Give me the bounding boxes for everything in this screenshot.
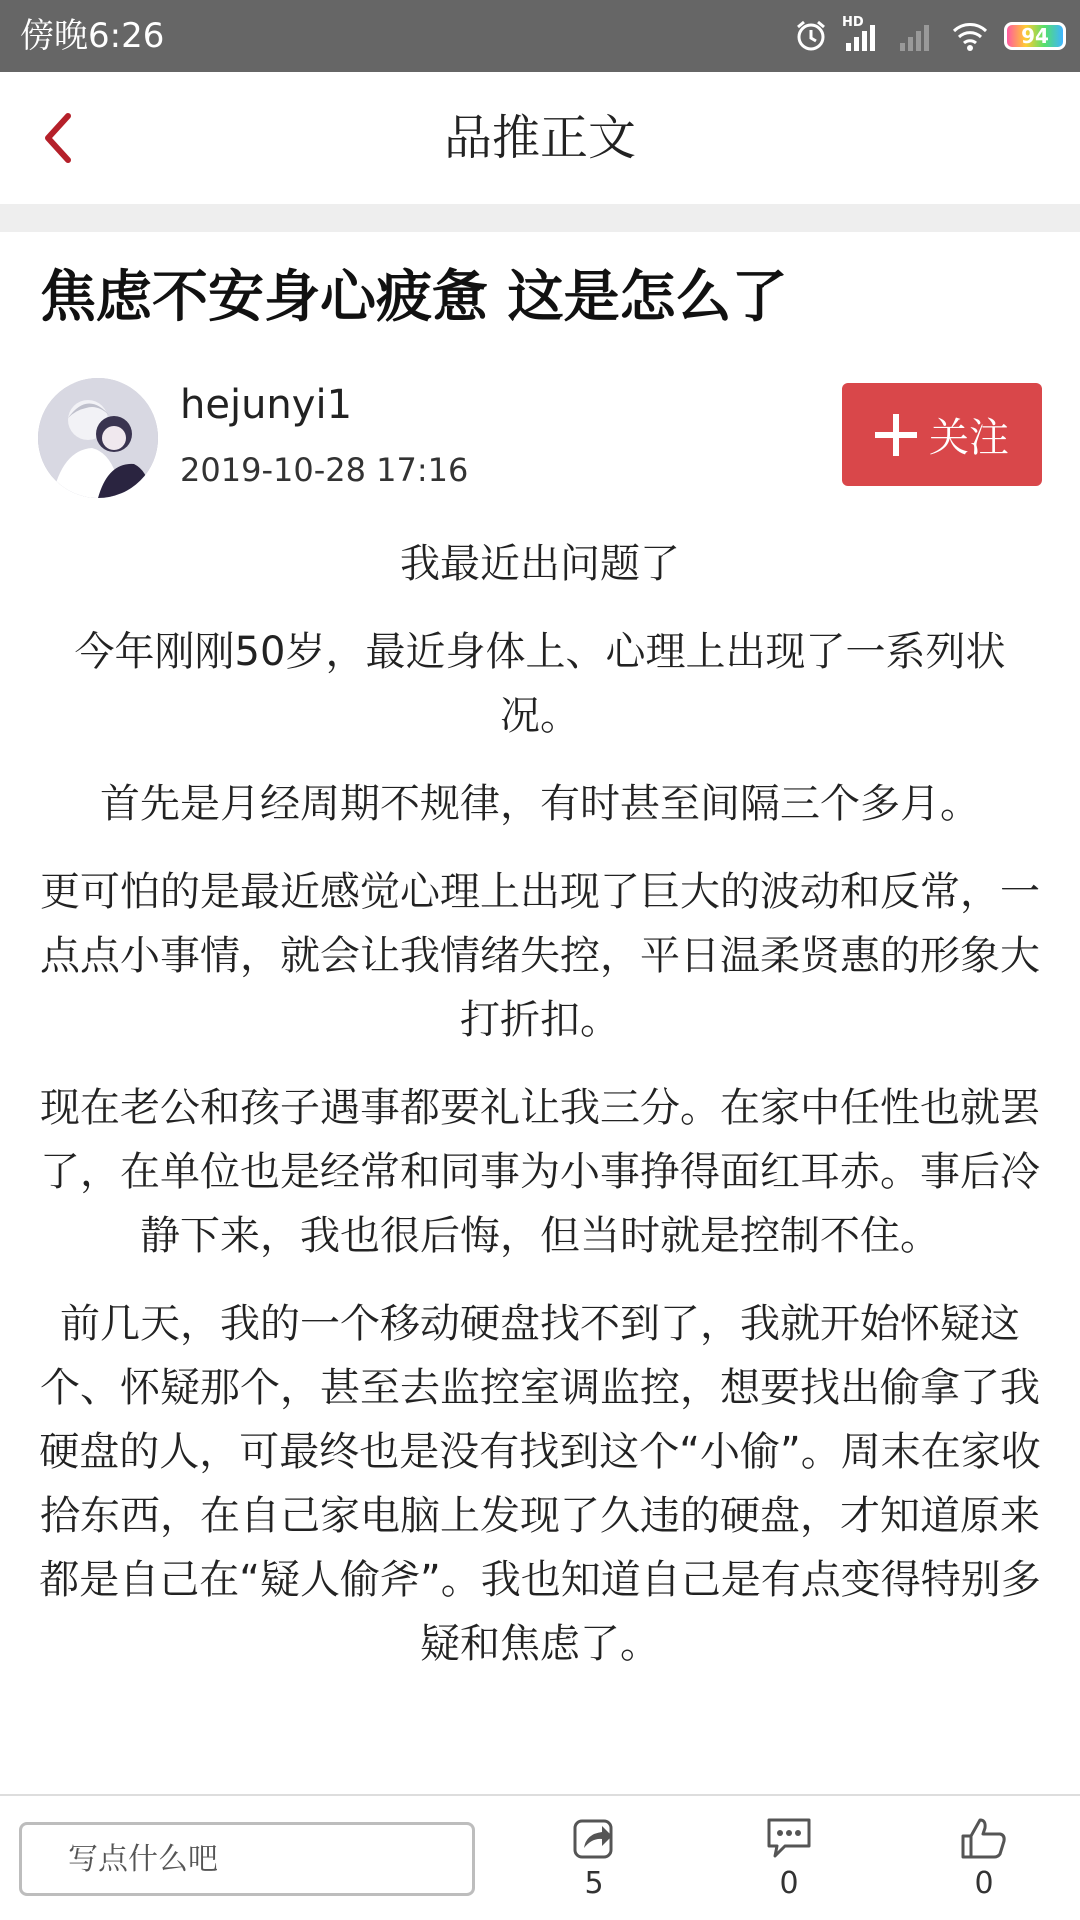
article-title: 焦虑不安身心疲惫 这是怎么了: [40, 265, 788, 330]
comment-input[interactable]: [19, 1822, 475, 1896]
signal-icon-secondary: [896, 16, 936, 56]
author-name[interactable]: hejunyi1: [180, 382, 353, 428]
avatar[interactable]: [38, 378, 158, 498]
article-paragraph: 首先是月经周期不规律，有时甚至间隔三个多月。: [100, 781, 980, 827]
status-icons: [794, 14, 1066, 58]
bottom-action-bar: [0, 1794, 1080, 1920]
network-label: HD: [842, 15, 864, 30]
header: [0, 72, 1080, 204]
wifi-icon: [950, 16, 990, 56]
share-icon: [572, 1816, 616, 1860]
like-icon: [960, 1816, 1008, 1860]
alarm-icon: [794, 16, 828, 56]
plus-icon: [875, 414, 917, 456]
signal-icon: [842, 16, 882, 56]
like-button[interactable]: [944, 1816, 1024, 1902]
post-timestamp: 2019-10-28 17:16: [180, 451, 469, 489]
share-button[interactable]: [554, 1816, 634, 1902]
status-bar: [0, 0, 1080, 72]
article-content: [38, 532, 1042, 1700]
article-paragraph: 我最近出问题了: [400, 541, 680, 587]
like-count: 0: [974, 1866, 994, 1901]
share-count: 5: [584, 1866, 604, 1901]
section-divider: [0, 204, 1080, 232]
battery-icon: [1004, 22, 1066, 50]
article-paragraph: 现在老公和孩子遇事都要礼让我三分。在家中任性也就罢了，在单位也是经常和同事为小事挣得面红耳赤。事后冷静下来，我也很后悔，但当时就是控制不住。: [40, 1085, 1040, 1259]
page-title: 品推正文: [443, 110, 636, 166]
follow-button[interactable]: [842, 383, 1042, 486]
battery-level: 94: [1021, 24, 1049, 48]
follow-label: 关注: [929, 415, 1009, 461]
comment-button[interactable]: [749, 1816, 829, 1902]
status-time: 傍晚6:26: [20, 16, 165, 56]
article-paragraph: 前几天，我的一个移动硬盘找不到了，我就开始怀疑这个、怀疑那个，甚至去监控室调监控，想要找出偷拿了我硬盘的人，可最终也是没有找到这个“小偷”。周末在家收拾东西，在自己家电脑上发现了久违的硬盘，才知道原来都是自己在“疑人偷斧”。我也知道自己是有点变得特别多疑和焦虑了。: [39, 1301, 1041, 1667]
article-paragraph: 更可怕的是最近感觉心理上出现了巨大的波动和反常，一点点小事情，就会让我情绪失控，平日温柔贤惠的形象大打折扣。: [40, 869, 1040, 1043]
comment-count: 0: [779, 1866, 799, 1901]
comment-icon: [765, 1816, 813, 1860]
article-paragraph: 今年刚刚50岁，最近身体上、心理上出现了一系列状况。: [74, 629, 1006, 739]
